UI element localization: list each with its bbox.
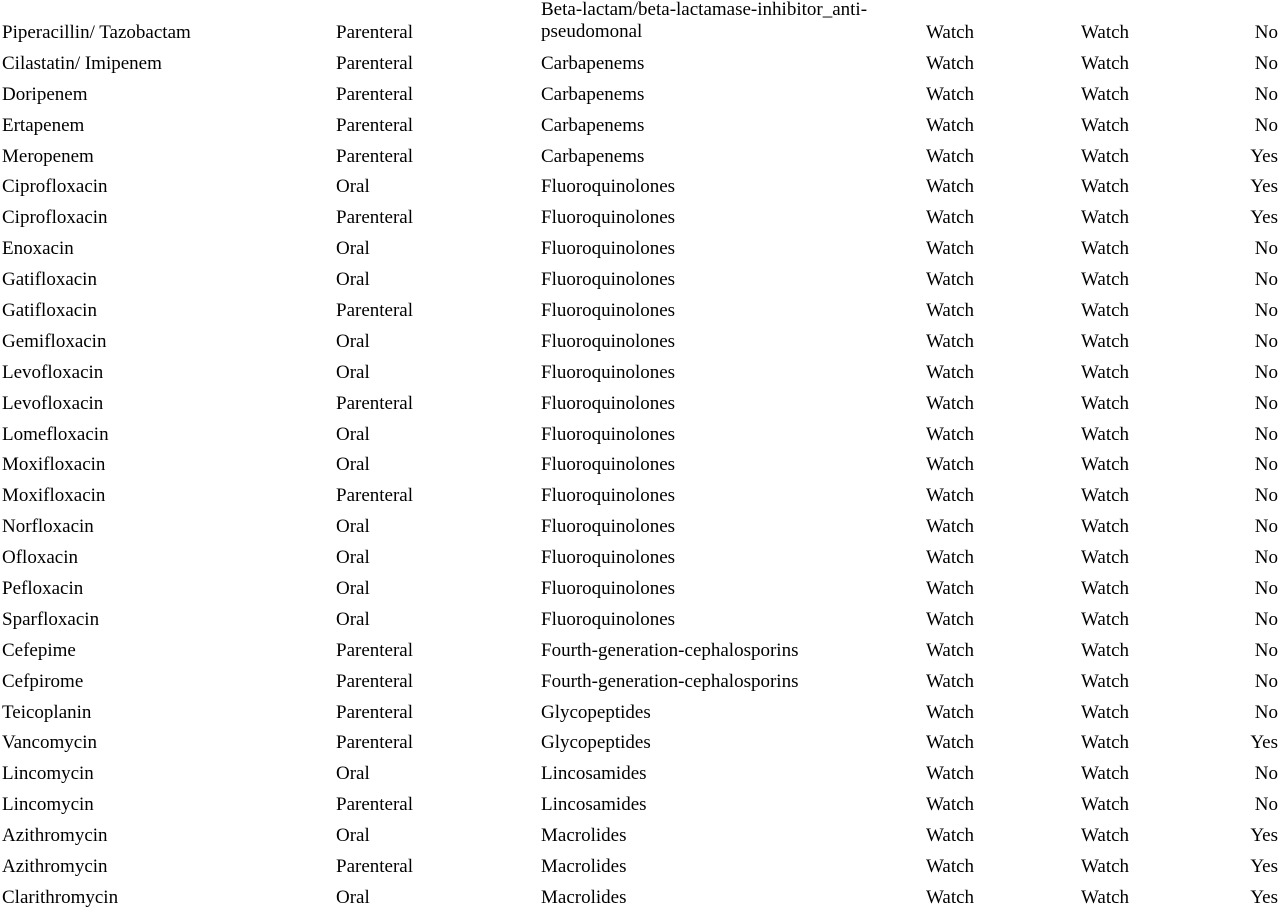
category-cell-2: Watch bbox=[1081, 454, 1130, 476]
route-cell: Oral bbox=[336, 176, 370, 198]
drug-name-cell: Norfloxacin bbox=[2, 516, 94, 538]
flag-cell: No bbox=[1254, 547, 1278, 569]
drug-name-cell: Cilastatin/ Imipenem bbox=[2, 52, 162, 74]
drug-name-cell: Cefpirome bbox=[2, 670, 84, 692]
drug-class-cell: Fluoroquinolones bbox=[541, 207, 676, 229]
table-row bbox=[0, 757, 1280, 788]
route-cell: Oral bbox=[336, 269, 370, 291]
drug-class-cell: Macrolides bbox=[541, 856, 627, 878]
flag-cell: No bbox=[1254, 114, 1278, 136]
drug-class-cell: Fluoroquinolones bbox=[541, 330, 676, 352]
category-cell: Watch bbox=[926, 114, 975, 136]
route-cell: Oral bbox=[336, 886, 370, 908]
flag-cell: No bbox=[1254, 794, 1278, 816]
drug-class-cell: Fluoroquinolones bbox=[541, 361, 676, 383]
table-row bbox=[0, 140, 1280, 171]
category-cell-2: Watch bbox=[1081, 886, 1130, 908]
drug-class-cell: Fluoroquinolones bbox=[541, 454, 676, 476]
route-cell: Oral bbox=[336, 608, 370, 630]
drug-class-cell: Fluoroquinolones bbox=[541, 578, 676, 600]
category-cell: Watch bbox=[926, 83, 975, 105]
table-row bbox=[0, 418, 1280, 449]
flag-cell: No bbox=[1254, 330, 1278, 352]
category-cell: Watch bbox=[926, 52, 975, 74]
category-cell-2: Watch bbox=[1081, 392, 1130, 414]
drug-name-cell: Lincomycin bbox=[2, 763, 94, 785]
route-cell: Oral bbox=[336, 547, 370, 569]
drug-name-cell: Clarithromycin bbox=[2, 886, 119, 908]
flag-cell: No bbox=[1254, 485, 1278, 507]
flag-cell: Yes bbox=[1250, 825, 1278, 847]
drug-name-cell: Sparfloxacin bbox=[2, 608, 100, 630]
category-cell: Watch bbox=[926, 639, 975, 661]
category-cell: Watch bbox=[926, 670, 975, 692]
flag-cell: No bbox=[1254, 83, 1278, 105]
flag-cell: No bbox=[1254, 639, 1278, 661]
category-cell: Watch bbox=[926, 763, 975, 785]
category-cell-2: Watch bbox=[1081, 269, 1130, 291]
category-cell-2: Watch bbox=[1081, 145, 1130, 167]
flag-cell: No bbox=[1254, 238, 1278, 260]
route-cell: Parenteral bbox=[336, 392, 414, 414]
route-cell: Parenteral bbox=[336, 485, 414, 507]
category-cell-2: Watch bbox=[1081, 856, 1130, 878]
flag-cell: No bbox=[1254, 608, 1278, 630]
table-row bbox=[0, 850, 1280, 881]
drug-name-cell: Ciprofloxacin bbox=[2, 207, 108, 229]
drug-name-cell: Ciprofloxacin bbox=[2, 176, 108, 198]
flag-cell: No bbox=[1254, 300, 1278, 322]
drug-class-cell: Macrolides bbox=[541, 825, 627, 847]
drug-class-cell: Fluoroquinolones bbox=[541, 392, 676, 414]
table-row bbox=[0, 634, 1280, 665]
drug-class-cell: Fluoroquinolones bbox=[541, 516, 676, 538]
table-row bbox=[0, 788, 1280, 819]
drug-name-cell: Piperacillin/ Tazobactam bbox=[2, 22, 191, 43]
category-cell-2: Watch bbox=[1081, 763, 1130, 785]
drug-name-cell: Enoxacin bbox=[2, 238, 74, 260]
flag-cell: Yes bbox=[1250, 856, 1278, 878]
category-cell-2: Watch bbox=[1081, 516, 1130, 538]
drug-name-cell: Ofloxacin bbox=[2, 547, 78, 569]
flag-cell: No bbox=[1254, 578, 1278, 600]
drug-class-cell: Fluoroquinolones bbox=[541, 608, 676, 630]
category-cell: Watch bbox=[926, 732, 975, 754]
category-cell: Watch bbox=[926, 856, 975, 878]
drug-class-cell: Fluoroquinolones bbox=[541, 269, 676, 291]
flag-cell: No bbox=[1254, 361, 1278, 383]
drug-name-cell: Gemifloxacin bbox=[2, 330, 107, 352]
drug-name-cell: Gatifloxacin bbox=[2, 300, 97, 322]
category-cell-2: Watch bbox=[1081, 114, 1130, 136]
table-row bbox=[0, 541, 1280, 572]
category-cell: Watch bbox=[926, 794, 975, 816]
drug-name-cell: Doripenem bbox=[2, 83, 88, 105]
drug-class-cell: Lincosamides bbox=[541, 763, 647, 785]
table-row bbox=[0, 294, 1280, 325]
category-cell-2: Watch bbox=[1081, 670, 1130, 692]
table-row bbox=[0, 356, 1280, 387]
category-cell: Watch bbox=[926, 886, 975, 908]
route-cell: Parenteral bbox=[336, 207, 414, 229]
category-cell: Watch bbox=[926, 176, 975, 198]
drug-class-cell: Fluoroquinolones bbox=[541, 547, 676, 569]
route-cell: Parenteral bbox=[336, 52, 414, 74]
drug-class-cell: Beta-lactam/beta-lactamase-inhibitor_anti-pseudomonal bbox=[541, 0, 868, 42]
route-cell: Parenteral bbox=[336, 145, 414, 167]
category-cell: Watch bbox=[926, 608, 975, 630]
drug-name-cell: Lomefloxacin bbox=[2, 423, 109, 445]
drug-class-cell: Fluoroquinolones bbox=[541, 176, 676, 198]
route-cell: Oral bbox=[336, 763, 370, 785]
category-cell: Watch bbox=[926, 207, 975, 229]
category-cell-2: Watch bbox=[1081, 361, 1130, 383]
table-row bbox=[0, 171, 1280, 202]
drug-class-cell: Fluoroquinolones bbox=[541, 238, 676, 260]
category-cell-2: Watch bbox=[1081, 794, 1130, 816]
category-cell-2: Watch bbox=[1081, 701, 1130, 723]
route-cell: Parenteral bbox=[336, 22, 414, 43]
route-cell: Parenteral bbox=[336, 300, 414, 322]
table-row bbox=[0, 881, 1280, 912]
category-cell-2: Watch bbox=[1081, 52, 1130, 74]
category-cell: Watch bbox=[926, 547, 975, 569]
route-cell: Oral bbox=[336, 825, 370, 847]
category-cell-2: Watch bbox=[1081, 547, 1130, 569]
drug-name-cell: Azithromycin bbox=[2, 856, 108, 878]
route-cell: Oral bbox=[336, 361, 370, 383]
category-cell: Watch bbox=[926, 516, 975, 538]
flag-cell: Yes bbox=[1250, 176, 1278, 198]
flag-cell: No bbox=[1254, 423, 1278, 445]
table-row bbox=[0, 263, 1280, 294]
drug-name-cell: Teicoplanin bbox=[2, 701, 92, 723]
category-cell-2: Watch bbox=[1081, 300, 1130, 322]
drug-class-cell: Fourth-generation-cephalosporins bbox=[541, 639, 799, 661]
category-cell: Watch bbox=[926, 825, 975, 847]
category-cell-2: Watch bbox=[1081, 608, 1130, 630]
route-cell: Oral bbox=[336, 423, 370, 445]
drug-class-cell: Fourth-generation-cephalosporins bbox=[541, 670, 799, 692]
drug-name-cell: Azithromycin bbox=[2, 825, 108, 847]
category-cell-2: Watch bbox=[1081, 238, 1130, 260]
category-cell: Watch bbox=[926, 423, 975, 445]
drug-class-cell: Fluoroquinolones bbox=[541, 423, 676, 445]
table-row bbox=[0, 479, 1280, 510]
drug-name-cell: Levofloxacin bbox=[2, 361, 104, 383]
category-cell: Watch bbox=[926, 454, 975, 476]
route-cell: Oral bbox=[336, 454, 370, 476]
category-cell: Watch bbox=[926, 145, 975, 167]
category-cell-2: Watch bbox=[1081, 732, 1130, 754]
route-cell: Oral bbox=[336, 330, 370, 352]
flag-cell: No bbox=[1254, 516, 1278, 538]
category-cell: Watch bbox=[926, 485, 975, 507]
table-row bbox=[0, 232, 1280, 263]
flag-cell: No bbox=[1254, 22, 1278, 43]
drug-class-cell: Carbapenems bbox=[541, 145, 645, 167]
table-row bbox=[0, 47, 1280, 78]
drug-name-cell: Lincomycin bbox=[2, 794, 94, 816]
category-cell-2: Watch bbox=[1081, 176, 1130, 198]
route-cell: Oral bbox=[336, 578, 370, 600]
drug-name-cell: Vancomycin bbox=[2, 732, 97, 754]
route-cell: Oral bbox=[336, 516, 370, 538]
category-cell: Watch bbox=[926, 238, 975, 260]
drug-class-cell: Macrolides bbox=[541, 886, 627, 908]
category-cell: Watch bbox=[926, 269, 975, 291]
drug-class-cell: Glycopeptides bbox=[541, 732, 651, 754]
drug-name-cell: Moxifloxacin bbox=[2, 454, 106, 476]
route-cell: Parenteral bbox=[336, 732, 414, 754]
table-row bbox=[0, 0, 1280, 47]
table-row bbox=[0, 387, 1280, 418]
table-row bbox=[0, 510, 1280, 541]
table-row bbox=[0, 819, 1280, 850]
category-cell-2: Watch bbox=[1081, 330, 1130, 352]
category-cell: Watch bbox=[926, 361, 975, 383]
category-cell: Watch bbox=[926, 578, 975, 600]
table-row bbox=[0, 603, 1280, 634]
category-cell: Watch bbox=[926, 22, 975, 43]
table-row bbox=[0, 665, 1280, 696]
drug-name-cell: Moxifloxacin bbox=[2, 485, 106, 507]
category-cell-2: Watch bbox=[1081, 207, 1130, 229]
category-cell-2: Watch bbox=[1081, 639, 1130, 661]
table-row bbox=[0, 201, 1280, 232]
category-cell-2: Watch bbox=[1081, 83, 1130, 105]
category-cell-2: Watch bbox=[1081, 485, 1130, 507]
table-row bbox=[0, 78, 1280, 109]
flag-cell: Yes bbox=[1250, 886, 1278, 908]
route-cell: Parenteral bbox=[336, 639, 414, 661]
flag-cell: Yes bbox=[1250, 145, 1278, 167]
drug-name-cell: Pefloxacin bbox=[2, 578, 84, 600]
category-cell-2: Watch bbox=[1081, 423, 1130, 445]
route-cell: Parenteral bbox=[336, 83, 414, 105]
flag-cell: No bbox=[1254, 701, 1278, 723]
drug-name-cell: Ertapenem bbox=[2, 114, 85, 136]
route-cell: Parenteral bbox=[336, 114, 414, 136]
table-row bbox=[0, 727, 1280, 758]
route-cell: Parenteral bbox=[336, 794, 414, 816]
drug-name-cell: Cefepime bbox=[2, 639, 76, 661]
drug-class-cell: Carbapenems bbox=[541, 114, 645, 136]
route-cell: Parenteral bbox=[336, 701, 414, 723]
drug-class-cell: Lincosamides bbox=[541, 794, 647, 816]
flag-cell: No bbox=[1254, 52, 1278, 74]
drug-class-cell: Glycopeptides bbox=[541, 701, 651, 723]
flag-cell: No bbox=[1254, 454, 1278, 476]
flag-cell: Yes bbox=[1250, 207, 1278, 229]
table-row bbox=[0, 109, 1280, 140]
drug-name-cell: Gatifloxacin bbox=[2, 269, 97, 291]
drug-class-cell: Fluoroquinolones bbox=[541, 300, 676, 322]
route-cell: Oral bbox=[336, 238, 370, 260]
route-cell: Parenteral bbox=[336, 670, 414, 692]
drug-name-cell: Meropenem bbox=[2, 145, 94, 167]
table-row bbox=[0, 325, 1280, 356]
category-cell: Watch bbox=[926, 392, 975, 414]
category-cell: Watch bbox=[926, 300, 975, 322]
drug-class-cell: Carbapenems bbox=[541, 52, 645, 74]
table-row bbox=[0, 696, 1280, 727]
flag-cell: No bbox=[1254, 670, 1278, 692]
flag-cell: No bbox=[1254, 763, 1278, 785]
category-cell: Watch bbox=[926, 330, 975, 352]
category-cell-2: Watch bbox=[1081, 578, 1130, 600]
flag-cell: No bbox=[1254, 269, 1278, 291]
category-cell-2: Watch bbox=[1081, 825, 1130, 847]
table-row bbox=[0, 572, 1280, 603]
flag-cell: Yes bbox=[1250, 732, 1278, 754]
category-cell-2: Watch bbox=[1081, 22, 1130, 43]
drug-class-cell: Fluoroquinolones bbox=[541, 485, 676, 507]
route-cell: Parenteral bbox=[336, 856, 414, 878]
drug-class-cell: Carbapenems bbox=[541, 83, 645, 105]
drug-name-cell: Levofloxacin bbox=[2, 392, 104, 414]
flag-cell: No bbox=[1254, 392, 1278, 414]
category-cell: Watch bbox=[926, 701, 975, 723]
table-row bbox=[0, 449, 1280, 480]
